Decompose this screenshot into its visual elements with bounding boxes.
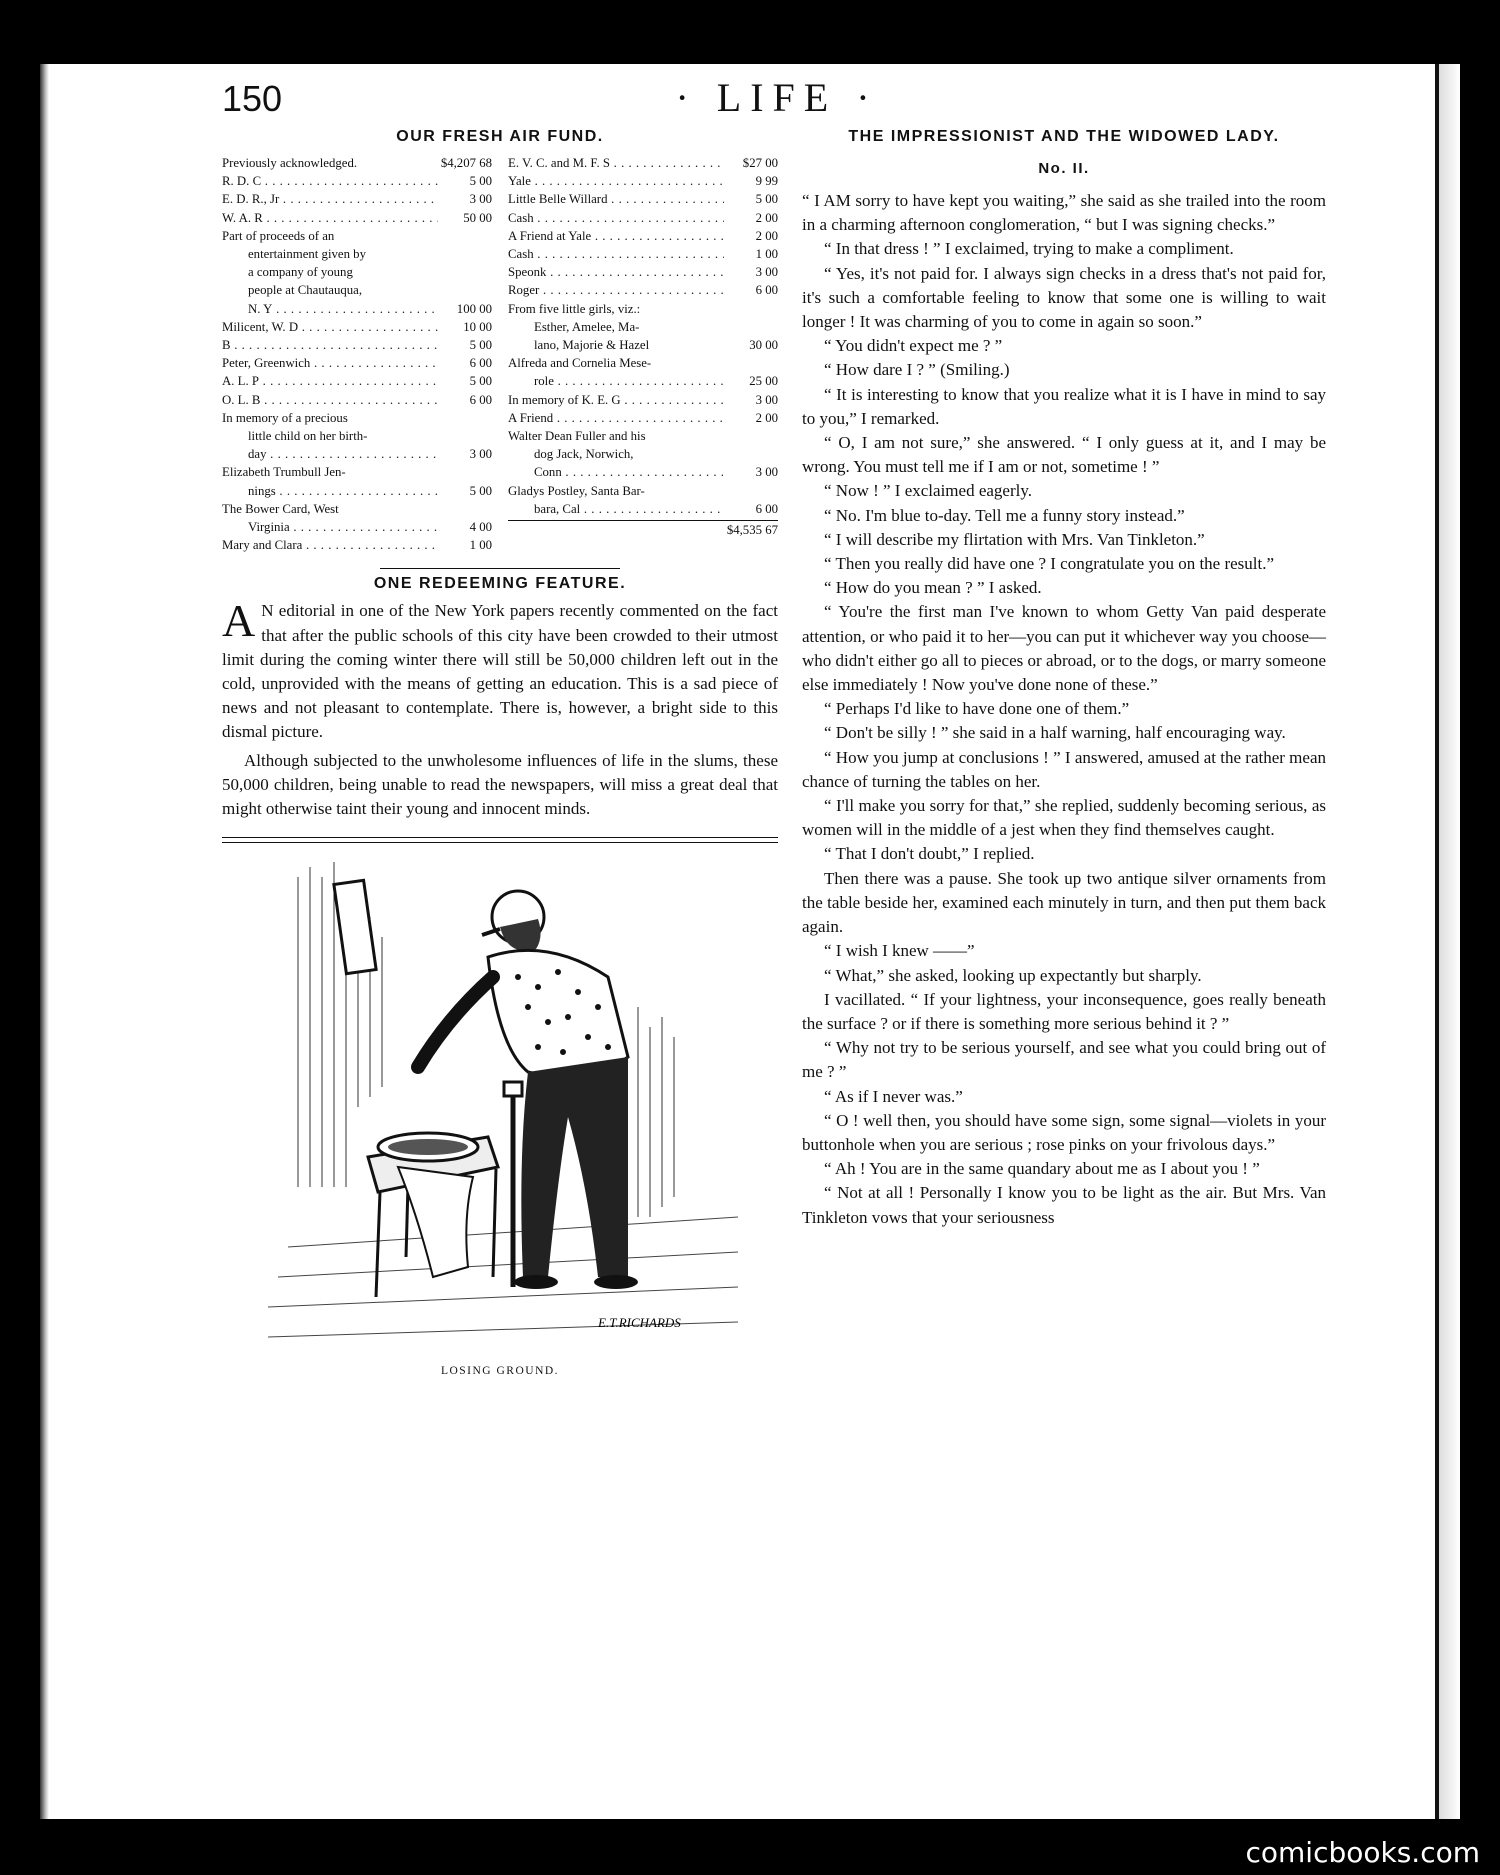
fund-amount: 5 00	[469, 374, 492, 389]
redeeming-paragraph-1-text: N editorial in one of the New York papers recently commented on the fact that after the public schools of this city have been crowded to their utmost limit during the coming winter there will still be 50,000 children left out in the cold, unprovided with the means of getting an education. This is a sad piece of news and not pleasant to contemplate. There is, however, a bright side to this dismal picture.	[222, 601, 778, 742]
fund-row	[222, 209, 492, 227]
fund-donor-name: O. L. B . . .	[222, 391, 438, 409]
fund-amount: 3 00	[469, 447, 492, 462]
left-column	[222, 128, 778, 1377]
fund-donor-name: A Friend at Yale . . .	[508, 227, 724, 245]
magazine-title: · LIFE ·	[675, 75, 879, 120]
fund-row	[508, 154, 778, 172]
fund-donor-name: Cash . . .	[508, 209, 724, 227]
page-number: 150	[222, 78, 283, 119]
redeeming-paragraph-2: Although subjected to the unwholesome influences of life in the slums, these 50,000 children, being unable to read the newspapers, will miss a great deal that might otherwise taint their young and innocent minds.	[222, 750, 778, 819]
fund-row	[222, 482, 492, 500]
fund-row	[222, 227, 492, 245]
fund-amount: 3 00	[755, 265, 778, 280]
binding-fold-strip	[1439, 64, 1460, 1819]
story-paragraph: “ I'll make you sorry for that,” she replied, suddenly becoming serious, as women will in the middle of a jest when they find themselves caught.	[802, 796, 1326, 840]
losing-ground-illustration	[268, 857, 738, 1357]
fund-amount: 6 00	[469, 356, 492, 371]
fund-row	[222, 281, 492, 299]
fund-donor-name: Cash . . .	[508, 245, 724, 263]
fund-total-row	[508, 520, 778, 539]
fund-list-left	[222, 154, 492, 554]
fund-donor-name: Previously acknowledged.	[222, 156, 358, 170]
fund-amount: 2 00	[755, 228, 778, 243]
right-boot	[594, 1275, 638, 1289]
fund-row	[508, 190, 778, 208]
fund-donor-name: In memory of a precious	[222, 410, 348, 425]
fund-row	[508, 227, 778, 245]
fund-donor-name: Part of proceeds of an	[222, 228, 335, 243]
story-paragraph: “ That I don't doubt,” I replied.	[824, 844, 1035, 864]
fund-donor-name: people at Chautauqua,	[248, 283, 363, 298]
fund-list-right	[508, 154, 778, 554]
story-number: No. II.	[1038, 160, 1090, 177]
fund-donor-name: Alfreda and Cornelia Mese-	[508, 356, 652, 371]
double-rule-divider	[222, 837, 778, 843]
fund-amount: 5 00	[755, 192, 778, 207]
fund-donor-name: Mary and Clara . . .	[222, 536, 438, 554]
fund-donor-name: day . . .	[248, 445, 438, 463]
fresh-air-fund-list	[222, 154, 778, 554]
fund-row	[508, 172, 778, 190]
fund-row	[222, 336, 492, 354]
fund-amount: 9 99	[755, 174, 778, 189]
fund-row	[222, 536, 492, 554]
story-paragraph: “ No. I'm blue to-day. Tell me a funny story instead.”	[824, 505, 1185, 525]
fund-row	[222, 354, 492, 372]
fund-row	[222, 263, 492, 281]
story-paragraph: “ I will describe my flirtation with Mrs. Van Tinkleton.”	[824, 529, 1205, 549]
fund-donor-name: lano, Majorie & Hazel	[534, 338, 650, 353]
section-divider	[380, 568, 620, 569]
drop-cap: A	[222, 595, 256, 647]
fund-amount: 3 00	[469, 192, 492, 207]
fund-donor-name: Speonk . . .	[508, 263, 724, 281]
fund-amount: 10 00	[463, 319, 492, 334]
fund-donor-name: dog Jack, Norwich,	[534, 447, 634, 462]
fund-donor-name: In memory of K. E. G . . .	[508, 391, 724, 409]
fund-amount: 5 00	[469, 174, 492, 189]
illustration-caption: LOSING GROUND.	[440, 1365, 560, 1378]
fund-total: $4,535 67	[726, 523, 778, 538]
fund-donor-name: Walter Dean Fuller and his	[508, 429, 646, 444]
fund-donor-name: Yale . . .	[508, 172, 724, 190]
story-paragraph: “ It is interesting to know that you realize what it is I have in mind to say to you,” I remarked.	[802, 384, 1326, 428]
fund-row	[222, 518, 492, 536]
redeeming-paragraph-1	[222, 595, 778, 744]
story-paragraph: “ Perhaps I'd like to have done one of them.”	[824, 699, 1130, 719]
fund-row	[222, 409, 492, 427]
fund-row	[508, 463, 778, 481]
story-paragraph: “ Now ! ” I exclaimed eagerly.	[824, 481, 1032, 501]
story-paragraph: “ How do you mean ? ” I asked.	[824, 578, 1042, 598]
fund-amount: 1 00	[469, 538, 492, 553]
story-paragraph: “ Yes, it's not paid for. I always sign checks in a dress that's not paid for, it's such a comfortable feeling to know that some one is willing to wait longer ! It was charming of you to come in again so soon.”	[802, 263, 1326, 332]
story-paragraph: I vacillated. “ If your lightness, your inconsequence, goes really beneath the surface ? or if there is something more serious behind it ? ”	[802, 989, 1326, 1033]
fund-row	[222, 300, 492, 318]
fund-amount: 4 00	[469, 520, 492, 535]
fund-donor-name: Little Belle Willard . . .	[508, 190, 724, 208]
fresh-air-fund-heading: OUR FRESH AIR FUND.	[396, 128, 604, 145]
fund-amount: 100 00	[456, 301, 492, 316]
fund-row	[508, 372, 778, 390]
fund-row	[508, 445, 778, 463]
story-paragraph: “ What,” she asked, looking up expectantly but sharply.	[824, 965, 1202, 985]
fund-row	[508, 409, 778, 427]
fund-donor-name: E. D. R., Jr . . .	[222, 190, 438, 208]
fund-amount: 25 00	[749, 374, 778, 389]
fund-row	[508, 318, 778, 336]
fund-row	[508, 391, 778, 409]
fund-row	[222, 318, 492, 336]
fund-amount: 6 00	[469, 392, 492, 407]
fund-donor-name: A Friend . . .	[508, 409, 724, 427]
fund-amount: 2 00	[755, 410, 778, 425]
page-header	[222, 75, 1332, 128]
fund-row	[508, 427, 778, 445]
page-edge-shadow	[40, 64, 49, 1819]
story-body	[802, 189, 1326, 1230]
artist-signature: E.T.RICHARDS	[598, 1315, 681, 1331]
fund-donor-name: E. V. C. and M. F. S . . .	[508, 154, 724, 172]
fund-donor-name: Milicent, W. D . . .	[222, 318, 438, 336]
fund-donor-name: W. A. R . . .	[222, 209, 438, 227]
fund-amount: 3 00	[755, 392, 778, 407]
fund-donor-name: bara, Cal . . .	[534, 500, 724, 518]
fund-row	[508, 209, 778, 227]
shovel-grip	[504, 1082, 522, 1096]
fund-donor-name: Esther, Amelee, Ma-	[534, 319, 640, 334]
mirror	[334, 881, 376, 974]
fund-row	[508, 482, 778, 500]
fund-row	[508, 300, 778, 318]
story-paragraph: “ O, I am not sure,” she answered. “ I only guess at it, and I may be wrong. You must tell me if I am or not, sometime ! ”	[802, 433, 1326, 477]
fund-row	[222, 372, 492, 390]
fund-donor-name: Elizabeth Trumbull Jen-	[222, 465, 346, 480]
fund-row	[508, 336, 778, 354]
fund-amount: $27 00	[742, 156, 778, 170]
fund-donor-name: From five little girls, viz.:	[508, 301, 641, 316]
fund-row	[222, 463, 492, 481]
story-paragraph: “ You're the first man I've known to whom Getty Van paid desperate attention, or who paid it to her—you can put it whichever way you choose—who didn't either go all to pieces or abroad, or to the dogs, or marry someone else immediately ! Now you've done none of these.”	[802, 602, 1326, 695]
fund-amount: $4,207 68	[440, 156, 492, 170]
fund-amount: 5 00	[469, 338, 492, 353]
fund-amount: 6 00	[755, 501, 778, 516]
fund-row	[222, 391, 492, 409]
fund-row	[222, 154, 492, 172]
fund-donor-name: Roger . . .	[508, 281, 724, 299]
fund-row	[508, 354, 778, 372]
fund-donor-name: nings . . .	[248, 482, 438, 500]
fund-donor-name: Peter, Greenwich . . .	[222, 354, 438, 372]
fund-amount: 50 00	[463, 210, 492, 225]
redeeming-feature-heading: ONE REDEEMING FEATURE.	[373, 575, 627, 593]
fund-row	[508, 245, 778, 263]
watermark: comicbooks.com	[1245, 1836, 1480, 1869]
fund-donor-name: A. L. P . . .	[222, 372, 438, 390]
fund-row	[222, 500, 492, 518]
story-paragraph: “ Why not try to be serious yourself, and see what you could bring out of me ? ”	[802, 1038, 1326, 1082]
story-paragraph: Then there was a pause. She took up two antique silver ornaments from the table beside her, examined each minutely in turn, and then put them back again.	[802, 868, 1326, 937]
fund-amount: 5 00	[469, 483, 492, 498]
fund-row	[222, 172, 492, 190]
fund-amount: 6 00	[755, 283, 778, 298]
story-paragraph: “ How you jump at conclusions ! ” I answered, amused at the rather mean chance of turning the tables on her.	[802, 747, 1326, 791]
fund-amount: 30 00	[749, 338, 778, 353]
fund-donor-name: Conn . . .	[534, 463, 724, 481]
fund-donor-name: a company of young	[248, 265, 353, 280]
story-paragraph: “ O ! well then, you should have some sign, some signal—violets in your buttonhole when you are serious ; rose pinks on your frivolous days.”	[802, 1110, 1326, 1154]
story-paragraph: “ I wish I knew ——”	[824, 941, 975, 961]
story-paragraph: “ Not at all ! Personally I know you to be light as the air. But Mrs. Van Tinkleton vows that your seriousness	[802, 1183, 1326, 1227]
fund-donor-name: The Bower Card, West	[222, 501, 339, 516]
story-paragraph: “ You didn't expect me ? ”	[824, 336, 1003, 356]
fund-donor-name: role . . .	[534, 372, 724, 390]
story-paragraph: “ As if I never was.”	[824, 1086, 963, 1106]
story-title: THE IMPRESSIONIST AND THE WIDOWED LADY.	[848, 128, 1280, 145]
story-paragraph: “ How dare I ? ” (Smiling.)	[824, 360, 1010, 380]
fund-amount: 3 00	[755, 465, 778, 480]
story-paragraph: “ I AM sorry to have kept you waiting,” she said as she trailed into the room in a charming afternoon conglomeration, “ but I was signing checks.”	[802, 191, 1326, 235]
left-boot	[514, 1275, 558, 1289]
fund-row	[508, 281, 778, 299]
fund-donor-name: Gladys Postley, Santa Bar-	[508, 483, 645, 498]
fund-donor-name: B . . .	[222, 336, 438, 354]
story-paragraph: “ Don't be silly ! ” she said in a half warning, half encouraging way.	[824, 723, 1286, 743]
fund-donor-name: entertainment given by	[248, 247, 366, 262]
man-trousers	[521, 1057, 628, 1277]
fund-donor-name: N. Y . . .	[248, 300, 438, 318]
fund-row	[508, 263, 778, 281]
fund-row	[222, 190, 492, 208]
story-paragraph: “ In that dress ! ” I exclaimed, trying to make a compliment.	[824, 239, 1234, 259]
story-paragraph: “ Ah ! You are in the same quandary about me as I about you ! ”	[824, 1159, 1260, 1179]
fund-amount: 2 00	[755, 210, 778, 225]
fund-row	[222, 245, 492, 263]
basin-water	[388, 1139, 468, 1155]
man-arm	[418, 977, 493, 1067]
fund-row	[222, 427, 492, 445]
fund-amount: 1 00	[755, 247, 778, 262]
fund-row	[508, 500, 778, 518]
towel	[398, 1167, 473, 1277]
fund-donor-name: Virginia . . .	[248, 518, 438, 536]
story-paragraph: “ Then you really did have one ? I congratulate you on the result.”	[824, 554, 1275, 574]
fund-donor-name: R. D. C . . .	[222, 172, 438, 190]
right-column	[802, 128, 1326, 1230]
fund-donor-name: little child on her birth-	[248, 429, 368, 444]
fund-row	[222, 445, 492, 463]
